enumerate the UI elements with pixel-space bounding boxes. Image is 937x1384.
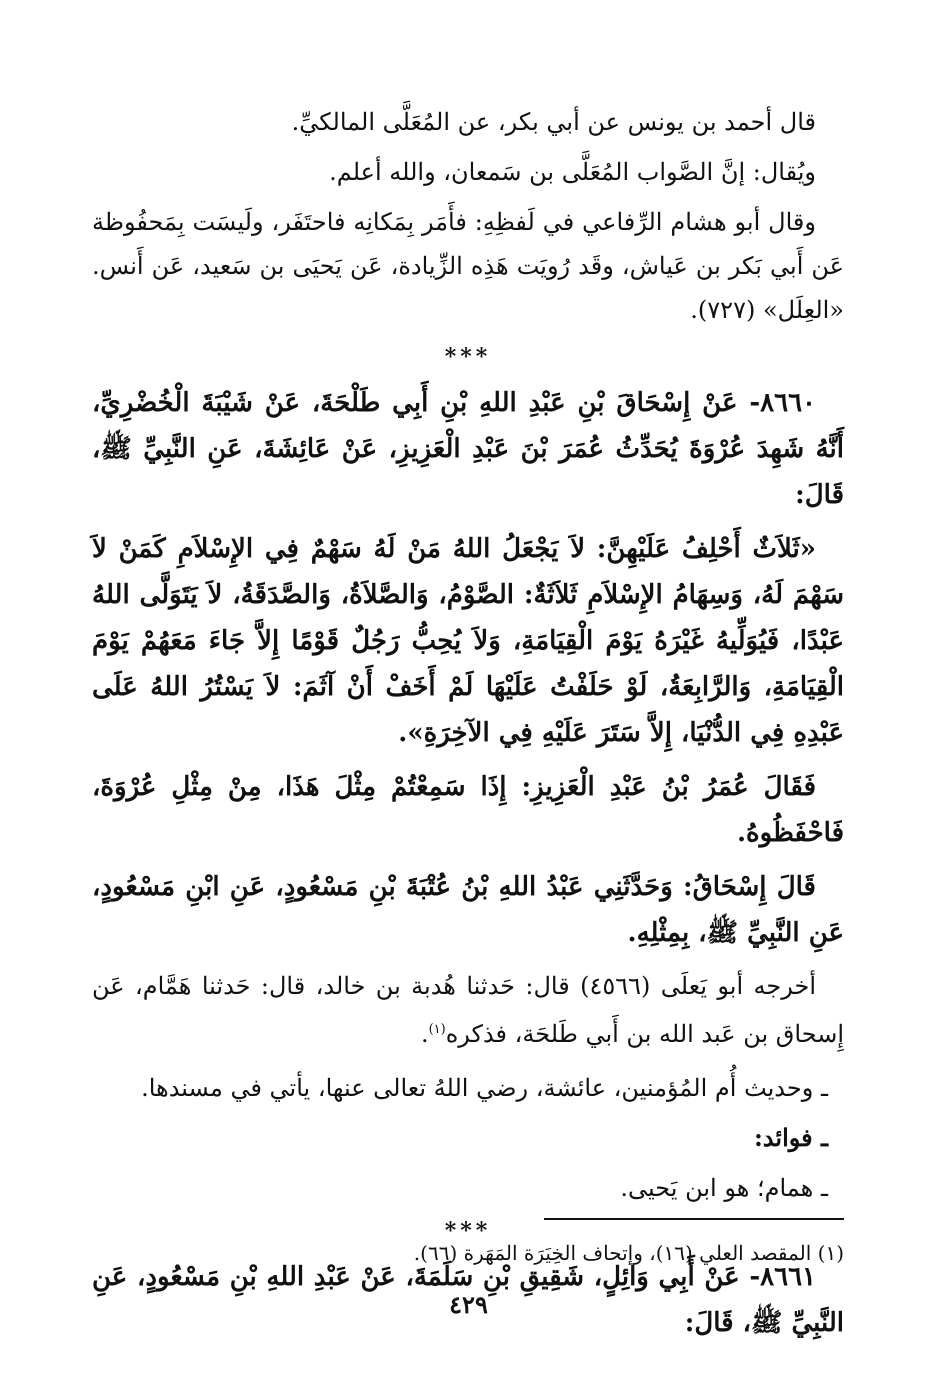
hadith-8660-isnad: ٨٦٦٠- عَنْ إِسْحَاقَ بْنِ عَبْدِ اللهِ بْنِ أَبِي طَلْحَةَ، عَنْ شَيْبَةَ الْخُضْرِيِّ، أَنَّهُ شَهِدَ عُرْوَةَ يُحَدِّثُ عُمَرَ بْنَ عَبْدِ الْعَزِيزِ، عَنْ عَائِشَةَ، عَنِ النَّبِيِّ ﷺ، قَالَ: bbox=[92, 388, 844, 510]
footnote-reference: (١) bbox=[428, 1022, 446, 1037]
note-aisha-musnad: ـ وحديث أُم المُؤمنين، عائشة، رضي اللهُ تعالى عنها، يأتي في مسندها. bbox=[141, 1074, 828, 1102]
footnote: (١) المقصد العلي (١٦)، وإتحاف الخِيَرَة المَهَرة (٦٦). bbox=[413, 1241, 844, 1265]
hadith-8661-isnad: ٨٦٦١- عَنْ أَبِي وَائِلٍ، شَقِيقِ بْنِ سَلَمَةَ، عَنْ عَبْدِ اللهِ بْنِ مَسْعُودٍ، عَنِ النَّبِيِّ ﷺ، قَالَ: bbox=[92, 1262, 844, 1338]
takhrij-text: أخرجه أبو يَعلَى (٤٥٦٦) قال: حَدثنا هُدبة بن خالد، قال: حَدثنا هَمَّام، عَن إِسحاق بن عَبد الله بن أَبي طَلحَة، فذكره bbox=[92, 972, 844, 1048]
fawaid-item-hammam: ـ همام؛ هو ابن يَحيى. bbox=[620, 1174, 828, 1202]
page-number: ٤٢٩ bbox=[449, 1290, 488, 1319]
fawaid-heading: ـ فوائد: bbox=[753, 1123, 828, 1152]
section-separator: *** bbox=[444, 344, 492, 370]
paragraph-ahmad-bin-yunus: قال أحمد بن يونس عن أبي بكر، عن المُعَلَّى المالكيِّ. bbox=[291, 108, 816, 136]
takhrij-paragraph bbox=[92, 964, 844, 1056]
page-body bbox=[92, 100, 844, 1354]
section-separator: *** bbox=[444, 1218, 492, 1244]
hadith-8660-matn: «ثَلاَثٌ أَحْلِفُ عَلَيْهِنَّ: لاَ يَجْعَلُ اللهُ مَنْ لَهُ سَهْمٌ فِي الإِسْلاَمِ كَمَنْ لاَ سَهْمَ لَهُ، وَسِهَامُ الإِسْلاَمِ ثَلاَثَةٌ: الصَّوْمُ، وَالصَّلاَةُ، وَالصَّدَقَةُ، لاَ يَتَوَلَّى اللهُ عَبْدًا، فَيُوَلِّيهُ غَيْرَهُ يَوْمَ الْقِيَامَةِ، وَلاَ يُحِبُّ رَجُلٌ قَوْمًا إِلاَّ جَاءَ مَعَهُمْ يَوْمَ الْقِيَامَةِ، وَالرَّابِعَةُ، لَوْ حَلَفْتُ عَلَيْهَا لَمْ أَخَفْ أَنْ آثَمَ: لاَ يَسْتُرُ اللهُ عَلَى عَبْدِهِ فِي الدُّنْيَا، إِلاَّ سَتَرَ عَلَيْهِ فِي الآخِرَةِ». bbox=[92, 534, 844, 748]
footnote-divider bbox=[544, 1218, 844, 1220]
hadith-8660-umar-comment: فَقَالَ عُمَرُ بْنُ عَبْدِ الْعَزِيزِ: إِذَا سَمِعْتُمْ مِثْلَ هَذَا، مِنْ مِثْلِ عُرْوَةَ، فَاحْفَظُوهُ. bbox=[92, 772, 844, 848]
hadith-8660-ishaq-chain: قَالَ إِسْحَاقُ: وَحَدَّثَنِي عَبْدُ اللهِ بْنُ عُتْبَةَ بْنِ مَسْعُودٍ، عَنِ ابْنِ مَسْعُودٍ، عَنِ النَّبِيِّ ﷺ، بِمِثْلِهِ. bbox=[92, 872, 844, 948]
paragraph-sawab-note: ويُقال: إنَّ الصَّواب المُعَلَّى بن سَمعان، والله أعلم. bbox=[329, 158, 816, 186]
takhrij-period: . bbox=[420, 1020, 429, 1048]
paragraph-rifai-note: وقال أبو هشام الرِّفاعي في لَفظِهِ: فأَمَر بِمَكانِه فاحتَفَر، ولَيسَت بِمَحفُوظة عَن أَبي بَكر بن عَياش، وقَد رُويَت هَذِه الزِّيادة، عَن يَحيَى بن سَعيد، عَن أَنس. «العِلَل» (٧٢٧). bbox=[92, 208, 844, 324]
